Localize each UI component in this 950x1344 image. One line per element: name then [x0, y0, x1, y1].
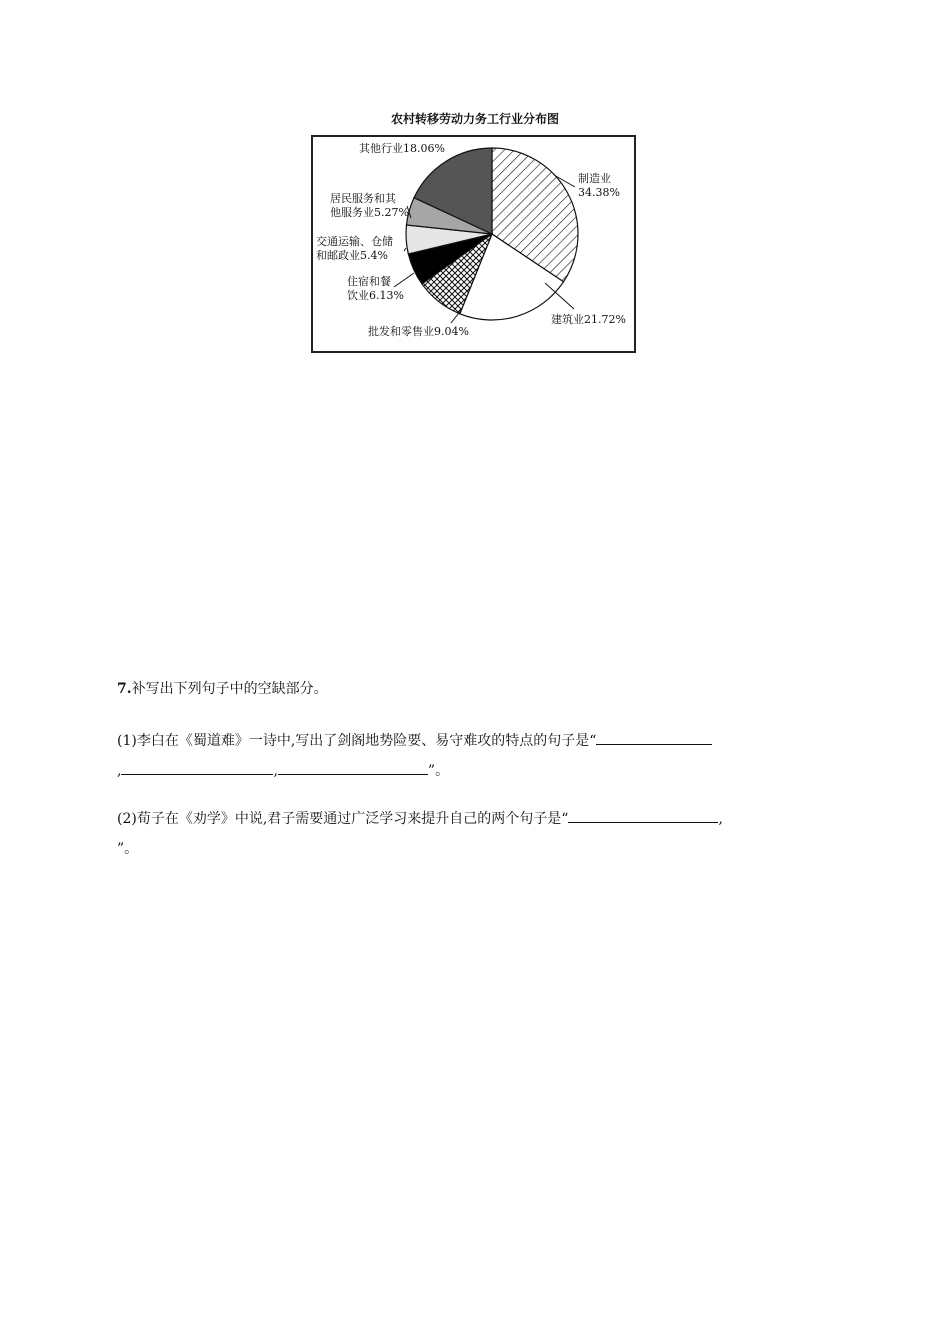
- label-transport-line2: 和邮政业5.4%: [316, 249, 388, 262]
- item1-blank-3[interactable]: [278, 760, 428, 775]
- question-number: 7.: [117, 681, 132, 697]
- label-hotel-line1: 住宿和餐: [347, 275, 391, 288]
- label-construction: 建筑业21.72%: [551, 313, 626, 326]
- leader-transport: [404, 248, 406, 251]
- question-heading: [117, 678, 328, 698]
- item2-sep: ,: [718, 811, 723, 827]
- label-other: 其他行业18.06%: [359, 142, 445, 155]
- item1-end: ”。: [427, 763, 450, 779]
- item2-blank-1[interactable]: [568, 808, 718, 823]
- question-item-1: [117, 730, 712, 750]
- question-item-2-cont: [117, 838, 138, 858]
- item1-blank-1[interactable]: [596, 730, 712, 745]
- label-resident-line1: 居民服务和其: [330, 192, 396, 205]
- item1-text: (1)李白在《蜀道难》一诗中,写出了剑阁地势险要、易守难攻的特点的句子是“: [117, 733, 597, 749]
- question-item-1-cont: [117, 760, 449, 780]
- item1-blank-2[interactable]: [121, 760, 273, 775]
- item2-text: (2)荀子在《劝学》中说,君子需要通过广泛学习来提升自己的两个句子是“: [117, 811, 569, 827]
- label-resident-line2: 他服务业5.27%: [330, 206, 409, 219]
- question-prompt: 补写出下列句子中的空缺部分。: [131, 681, 328, 697]
- item1-sep-1: ,: [117, 763, 122, 779]
- leader-hotel: [394, 273, 414, 287]
- label-hotel-line2: 饮业6.13%: [347, 289, 404, 302]
- label-manufacturing-name: 制造业: [578, 172, 611, 185]
- item1-sep-2: ,: [273, 763, 278, 779]
- label-wholesale: 批发和零售业9.04%: [368, 325, 469, 338]
- chart-title: 农村转移劳动力务工行业分布图: [390, 112, 559, 126]
- label-manufacturing-value: 34.38%: [578, 186, 620, 199]
- label-transport-line1: 交通运输、仓储: [316, 235, 393, 248]
- question-item-2: [117, 808, 723, 828]
- item2-end: ”。: [117, 841, 139, 857]
